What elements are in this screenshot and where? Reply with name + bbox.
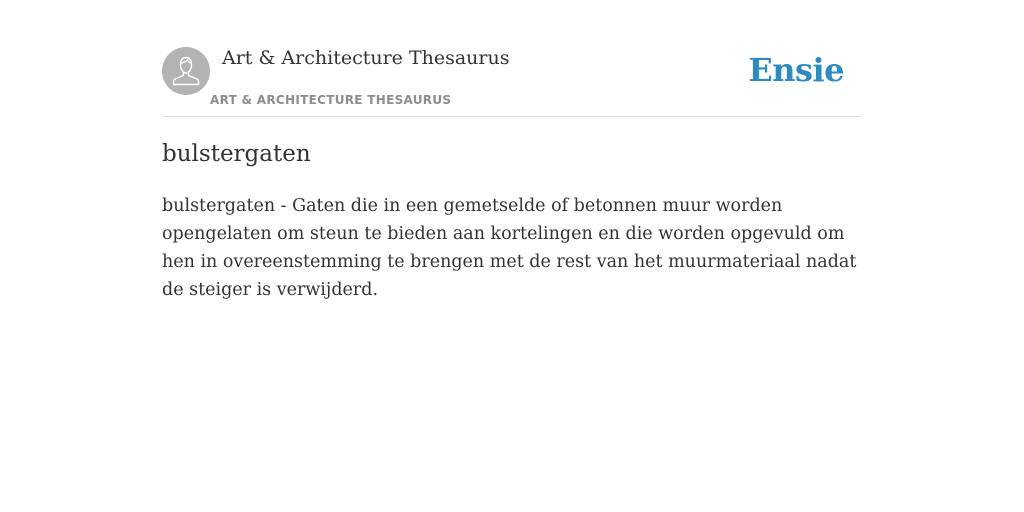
entry-definition: bulstergaten - Gaten die in een gemetselde of betonnen muur worden opengelaten om steun te bieden aan kortelingen en die worden opgevuld om hen in overeenstemming te brengen met de rest van het muurmateriaal nadat de steiger is verwijderd. — [162, 196, 857, 300]
author-name[interactable]: Art & Architecture Thesaurus — [222, 47, 510, 69]
author-subtitle: ART & ARCHITECTURE THESAURUS — [210, 93, 452, 107]
user-icon — [162, 47, 210, 95]
avatar[interactable] — [162, 47, 210, 95]
author-header — [162, 46, 862, 117]
entry-title: bulstergaten — [162, 141, 311, 167]
brand-logo[interactable]: Ensie — [748, 51, 844, 89]
